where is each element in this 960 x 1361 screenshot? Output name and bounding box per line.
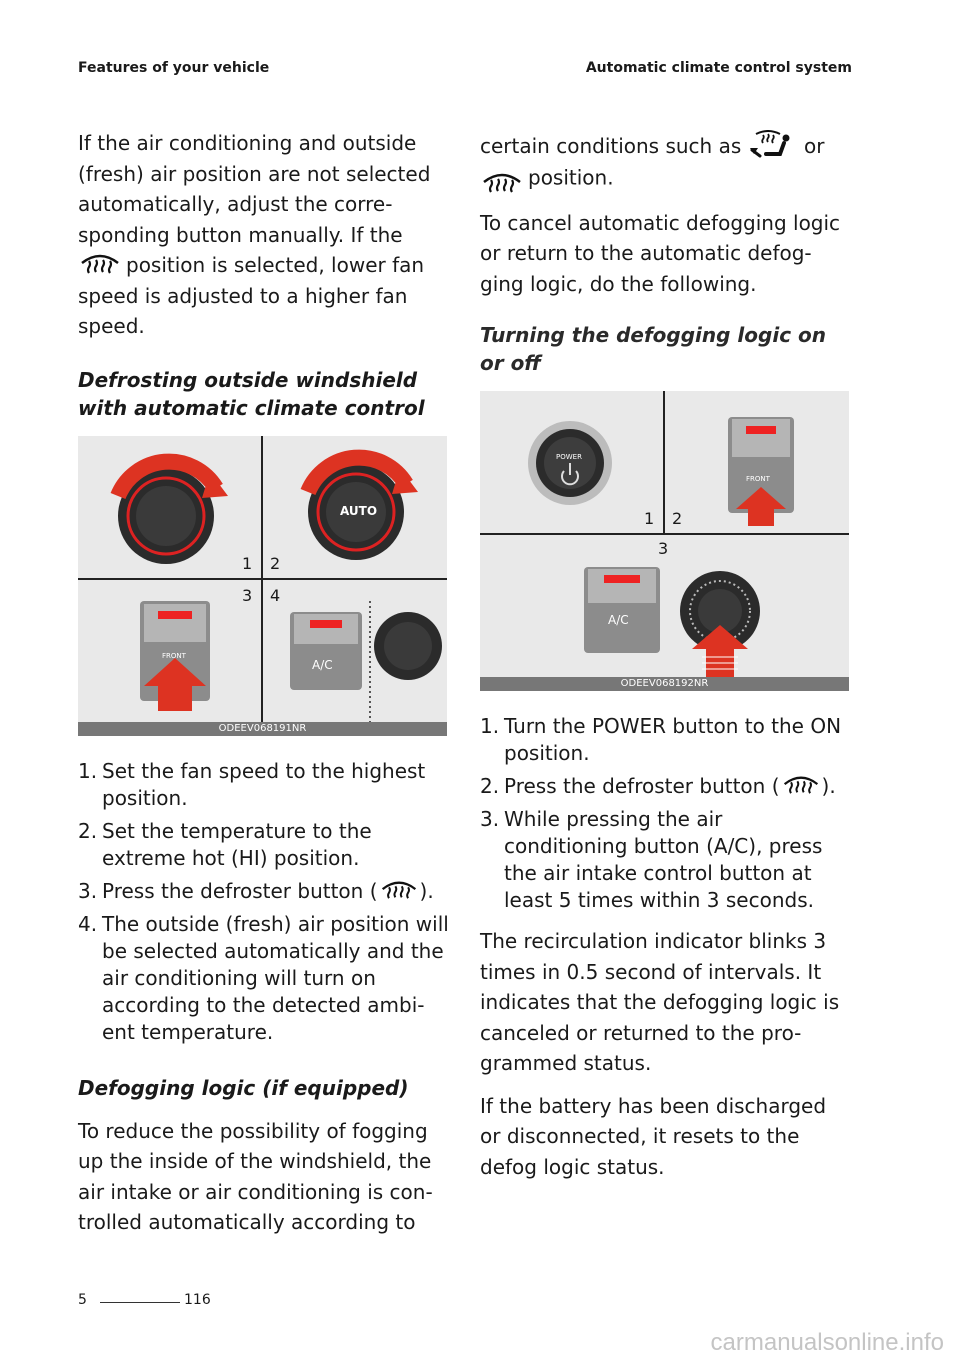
conditions-paragraph: [480, 131, 852, 196]
step-number: 2.: [78, 818, 98, 843]
intro-text-a: If the air conditioning and outside (fresh) air position are not selected automatically, adjust the corre- sponding button manually. If the: [78, 131, 431, 247]
footer-section-number: 5: [78, 1292, 87, 1308]
figure2-ac-text: A/C: [608, 613, 629, 627]
battery-paragraph: If the battery has been discharged or disconnected, it resets to the defog logic status.: [480, 1093, 827, 1179]
conditions-text-b: position.: [528, 165, 614, 189]
defrost-step-list: [78, 758, 450, 1046]
footer-page-number: 116: [184, 1292, 211, 1308]
list-item: [78, 818, 450, 872]
conditions-text-or: or: [803, 134, 825, 158]
figure1-label-4: 4: [270, 585, 281, 605]
figure2-label-1: 1: [644, 509, 655, 528]
defrost-front-icon: [781, 773, 821, 797]
header-chapter-title: Automatic climate control system: [585, 60, 852, 76]
figure-defogging-steps: [480, 391, 849, 691]
step-text: Press the defroster button (: [102, 878, 378, 903]
list-item: [480, 713, 852, 767]
step-text: While pressing the air conditioning button (A/C), press the air intake control button at least 5 times within 3 seconds.: [504, 807, 823, 912]
defrost-front-icon: [379, 878, 419, 902]
watermark: carmanualsonline.info: [710, 1329, 944, 1356]
list-item: [78, 758, 450, 812]
recirculation-paragraph: The recirculation indicator blinks 3 times in 0.5 second of intervals. It indicates that the defogging logic is canceled or returned to the pro- grammed status.: [480, 929, 840, 1075]
defogging-paragraph: To reduce the possibility of fogging up the inside of the windshield, the air intake or air conditioning is con- trolled automatically according to: [78, 1118, 433, 1234]
heading-turning-defogging: Turning the defogging logic on or off: [480, 323, 826, 375]
defrost-front-icon: [480, 170, 524, 196]
heading-defrosting: Defrosting outside windshield with automatic climate control: [78, 367, 425, 420]
intro-paragraph: [78, 128, 450, 342]
right-column: [480, 131, 852, 1194]
step-number: 4.: [78, 911, 98, 936]
floor-defrost-icon: [748, 130, 794, 160]
figure1-ac-text: A/C: [312, 657, 333, 672]
step-text: Press the defroster button (: [504, 774, 780, 798]
step-number: 3.: [78, 878, 98, 903]
figure2-front-text: FRONT: [746, 475, 770, 483]
figure1-label-3: 3: [242, 585, 253, 605]
footer-divider: [100, 1302, 180, 1303]
figure2-label-2: 2: [672, 509, 683, 528]
figure1-label-1: 1: [242, 553, 253, 573]
step-number: 1.: [480, 714, 500, 738]
figure1-code: ODEEV068191NR: [78, 722, 447, 736]
list-item: [78, 878, 450, 905]
step-text: Turn the POWER button to the ON position.: [504, 714, 842, 765]
step-number: 3.: [480, 807, 500, 831]
step-text: Set the temperature to the extreme hot (HI) position.: [102, 818, 372, 870]
defrost-front-icon: [78, 251, 122, 277]
figure2-label-3: 3: [658, 539, 669, 558]
figure-illustration: [78, 436, 447, 736]
cancel-paragraph: To cancel automatic defogging logic or return to the automatic defog- ging logic, do the following.: [480, 210, 841, 296]
step-number: 2.: [480, 774, 500, 798]
header-section-title: Features of your vehicle: [78, 60, 270, 76]
step-number: 1.: [78, 758, 98, 783]
conditions-text-a: certain conditions such as: [480, 134, 742, 158]
left-column: [78, 128, 450, 1250]
list-item: [480, 806, 852, 914]
heading-defogging-logic: Defogging logic (if equipped): [78, 1075, 409, 1100]
figure2-power-text: POWER: [556, 453, 582, 461]
intro-text-b: position is selected, lower fan speed is adjusted to a higher fan speed.: [78, 253, 425, 338]
figure1-label-2: 2: [270, 553, 281, 573]
list-item: [78, 911, 450, 1046]
step-text: The outside (fresh) air position will be selected automatically and the air conditioning will turn on according to the detected ambi- ent temperature.: [102, 911, 449, 1044]
figure2-code: ODEEV068192NR: [480, 677, 849, 691]
defogging-step-list: [480, 713, 852, 914]
step-text: Set the fan speed to the highest position.: [102, 758, 426, 810]
figure1-auto-text: AUTO: [340, 503, 378, 518]
step-text-end: ).: [419, 878, 434, 903]
list-item: [480, 773, 852, 800]
step-text-end: ).: [821, 774, 836, 798]
figure-defrost-steps: [78, 436, 447, 736]
figure1-front-text: FRONT: [162, 651, 186, 660]
